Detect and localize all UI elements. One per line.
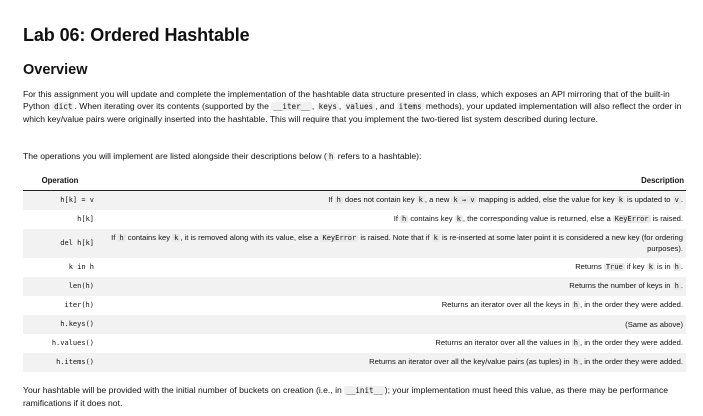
operation-cell: iter(h) [64, 301, 94, 310]
table-row [23, 210, 686, 229]
description-cell: Returns an iterator over all the key/value pairs (as tuples) in h , in the order they were added. [97, 353, 686, 372]
operation-cell: del h[k] [23, 229, 97, 258]
inline-code: values [345, 102, 374, 112]
operations-intro: The operations you will implement are listed alongside their descriptions below ( h refers to a hashtable): [23, 151, 422, 161]
table-row [23, 334, 686, 353]
table-row [23, 277, 686, 296]
operation-cell: h.values() [51, 339, 94, 348]
inline-code: __iter__ [273, 102, 310, 112]
operation-cell: k in h [68, 263, 94, 272]
page-title: Lab 06: Ordered Hashtable [23, 25, 250, 45]
inline-code: items [398, 102, 422, 112]
operation-column-header: Operation [23, 171, 97, 191]
operation-cell: h[k] [77, 215, 94, 224]
table-row [23, 191, 686, 211]
description-cell: (Same as above) [97, 315, 686, 334]
description-cell: Returns an iterator over all the keys in h , in the order they were added. [441, 300, 683, 310]
table-row [23, 296, 686, 315]
overview-paragraph: For this assignment you will update and complete the implementation of the hashtable data structure presented in class, which exposes an API mirroring that of the built-in Python dict . When iterating over its contents (supported by the __iter__ , keys , values , and items methods), your updated implementation will also reflect the order in which key/value pairs were originally inserted into the hashtable. This will require that you implement the two-tiered list system described during lecture. [23, 89, 682, 125]
operation-cell: h.keys() [23, 315, 97, 334]
overview-heading: Overview [23, 62, 88, 78]
description-cell: Returns the number of keys in h . [97, 277, 686, 296]
description-column-header: Description [97, 171, 686, 191]
inline-code: keys [318, 102, 337, 112]
table-row [23, 353, 686, 372]
description-cell: If h does not contain key k , a new k → v mapping is added, else the value for key k is updated to v . [97, 191, 686, 211]
description-cell: Returns True if key k is in h . [575, 262, 683, 272]
table-row [23, 258, 686, 277]
description-cell: If h contains key k , it is removed along with its value, else a KeyError is raised. Note that if k is re-inserted at some later point it is considered a new key (for ordering purposes). [97, 229, 686, 258]
buckets-paragraph: Your hashtable will be provided with the initial number of buckets on creation (i.e., in __init__ ); your implementation must heed this value, as there may be performance ramifications if it does not. [23, 385, 669, 409]
inline-code: h [328, 152, 334, 161]
inline-code: dict [54, 102, 73, 112]
operations-table [23, 171, 686, 372]
description-cell: Returns an iterator over all the values in h , in the order they were added. [435, 338, 683, 348]
operation-cell: h.items() [23, 353, 97, 372]
operation-cell: len(h) [23, 277, 97, 296]
table-row [23, 229, 686, 258]
operation-cell: h[k] = v [23, 191, 97, 211]
description-cell: If h contains key k , the corresponding value is returned, else a KeyError is raised. [393, 214, 683, 224]
inline-code: __init__ [346, 386, 383, 395]
table-header-row [23, 171, 686, 191]
table-row [23, 315, 686, 334]
